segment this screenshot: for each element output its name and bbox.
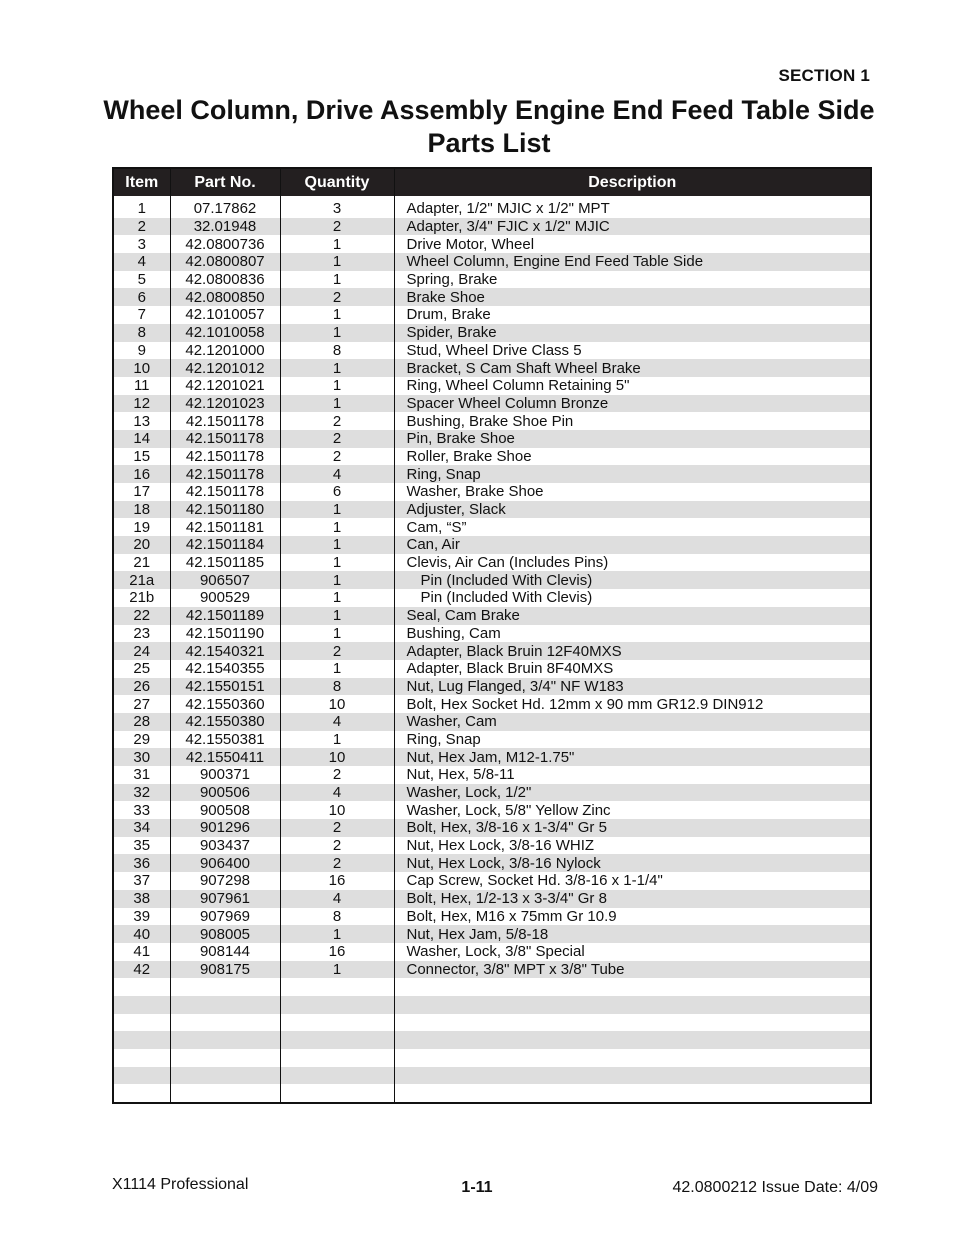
cell-description: Cam, “S” [394,518,871,536]
cell-item: 5 [137,271,146,289]
cell-part-no: 42.1550380 [170,713,280,731]
table-row [113,943,871,961]
cell-item: 20 [113,536,170,554]
cell-item: 32 [113,784,170,802]
cell-description: Bolt, Hex, 3/8-16 x 1-3/4" Gr 5 [394,819,871,837]
table-row [113,324,871,342]
cell-part-no: 42.1550360 [170,695,280,713]
cell-description: Can, Air [394,536,871,554]
cell-item: 38 [113,890,170,908]
table-row [113,660,871,678]
cell-quantity: 8 [280,342,394,360]
table-row [113,996,871,1014]
cell-quantity [280,996,394,1014]
cell-item: 14 [113,430,170,448]
cell-quantity: 1 [280,253,394,271]
table-row [113,1084,871,1103]
cell-description: Washer, Lock, 3/8" Special [394,943,871,961]
cell-quantity: 3 [280,200,394,218]
cell-part-no: 42.1550151 [170,678,280,696]
cell-part-no: 900506 [170,784,280,802]
cell-quantity: 10 [280,801,394,819]
cell-description: Nut, Hex Lock, 3/8-16 Nylock [394,854,871,872]
cell-part-no: 42.1201023 [170,395,280,413]
cell-item [113,996,170,1014]
cell-part-no [170,1014,280,1032]
cell-description: Drum, Brake [394,306,871,324]
cell-item: 2 [113,218,170,236]
cell-quantity: 2 [280,766,394,784]
table-row [113,571,871,589]
cell-part-no: 42.1010058 [170,324,280,342]
cell-quantity: 1 [280,235,394,253]
cell-description: Ring, Snap [394,465,871,483]
table-row [113,235,871,253]
table-row [113,395,871,413]
cell-part-no: 900371 [170,766,280,784]
table-row [113,625,871,643]
table-row [113,306,871,324]
cell-quantity [280,1014,394,1032]
cell-description: Bracket, S Cam Shaft Wheel Brake [394,359,871,377]
header-quantity: Quantity [280,168,394,196]
cell-item: 41 [133,943,151,961]
cell-item: 7 [137,306,146,324]
cell-quantity: 1 [280,501,394,519]
cell-description: Drive Motor, Wheel [394,235,871,253]
cell-description: Nut, Hex Jam, 5/8-18 [394,925,871,943]
cell-quantity: 1 [280,554,394,572]
cell-quantity: 2 [280,819,394,837]
table-row [113,766,871,784]
cell-part-no: 07.17862 [170,200,280,218]
table-row [113,342,871,360]
cell-quantity: 1 [280,589,394,607]
cell-part-no: 906507 [170,571,280,589]
cell-description: Bushing, Cam [394,625,871,643]
cell-part-no: 42.1501181 [170,518,280,536]
table-row [113,872,871,890]
cell-item: 40 [113,925,170,943]
cell-quantity: 1 [280,731,394,749]
cell-item: 15 [133,447,151,465]
cell-item: 31 [133,766,151,784]
cell-part-no: 906400 [170,854,280,872]
cell-item: 16 [113,465,170,483]
section-label: SECTION 1 [778,66,870,85]
cell-quantity: 1 [280,306,394,324]
cell-description: Roller, Brake Shoe [394,448,871,466]
cell-part-no: 42.0800736 [170,235,280,253]
cell-description: Washer, Brake Shoe [394,483,871,501]
page-title: Wheel Column, Drive Assembly Engine End Feed Table Side Parts List [103,95,875,158]
cell-part-no: 32.01948 [170,218,280,236]
cell-description: Nut, Hex Lock, 3/8-16 WHIZ [394,837,871,855]
cell-item: 21a [113,571,170,589]
cell-part-no: 42.1550381 [170,731,280,749]
cell-part-no: 42.1201012 [170,359,280,377]
table-row [113,377,871,395]
cell-quantity: 10 [280,748,394,766]
table-row [113,961,871,979]
cell-quantity: 1 [280,961,394,979]
cell-part-no: 42.1501189 [170,607,280,625]
cell-quantity: 4 [280,465,394,483]
cell-description: Spring, Brake [394,271,871,289]
cell-part-no: 42.1501190 [170,625,280,643]
table-row [113,908,871,926]
cell-item: 9 [137,341,146,359]
cell-part-no: 42.1201021 [170,377,280,395]
cell-item: 11 [133,377,150,395]
table-body [113,196,871,1103]
cell-part-no: 42.0800850 [170,288,280,306]
cell-item [113,1014,170,1032]
cell-quantity: 1 [280,607,394,625]
table-row [113,642,871,660]
cell-description: Bolt, Hex, M16 x 75mm Gr 10.9 [394,908,871,926]
table-row [113,890,871,908]
cell-part-no: 42.1550411 [170,748,280,766]
cell-quantity: 2 [280,412,394,430]
cell-item: 3 [137,235,146,253]
cell-part-no: 908144 [170,943,280,961]
cell-item: 18 [113,501,170,519]
cell-part-no: 42.0800836 [170,271,280,289]
cell-quantity: 2 [280,430,394,448]
cell-quantity [280,1031,394,1049]
cell-quantity: 8 [280,678,394,696]
cell-item: 23 [133,624,151,642]
cell-quantity: 4 [280,713,394,731]
cell-quantity: 4 [280,890,394,908]
cell-part-no: 42.0800807 [170,253,280,271]
cell-part-no: 907969 [170,908,280,926]
cell-description: Seal, Cam Brake [394,607,871,625]
cell-quantity: 4 [280,784,394,802]
cell-part-no: 42.1501178 [170,465,280,483]
cell-item: 6 [113,288,170,306]
header-item: Item [113,168,170,196]
cell-item: 17 [133,483,151,501]
cell-description: Bushing, Brake Shoe Pin [394,412,871,430]
cell-part-no: 42.1010057 [170,306,280,324]
cell-quantity: 2 [280,642,394,660]
cell-quantity: 1 [280,395,394,413]
cell-item: 37 [133,872,151,890]
cell-description: Washer, Cam [394,713,871,731]
cell-item: 8 [113,324,170,342]
cell-quantity: 2 [280,448,394,466]
cell-part-no: 42.1501178 [170,483,280,501]
cell-item: 26 [113,678,170,696]
footer-page-number: 1-11 [461,1179,493,1196]
cell-part-no: 908005 [170,925,280,943]
table-row [113,359,871,377]
table-row [113,678,871,696]
table-row [113,1031,871,1049]
table-row [113,218,871,236]
cell-part-no: 42.1501178 [170,430,280,448]
cell-description [394,1031,871,1049]
cell-quantity [280,978,394,996]
table-row [113,1014,871,1032]
cell-description [394,978,871,996]
cell-description: Spacer Wheel Column Bronze [394,395,871,413]
cell-description: Bolt, Hex, 1/2-13 x 3-3/4" Gr 8 [394,890,871,908]
cell-description [394,1084,871,1103]
cell-item: 12 [113,395,170,413]
cell-quantity: 16 [280,943,394,961]
cell-part-no: 900529 [170,589,280,607]
table-row [113,412,871,430]
cell-item: 21 [133,554,151,572]
cell-description [394,1049,871,1067]
cell-quantity: 2 [280,854,394,872]
cell-item: 22 [113,607,170,625]
cell-description: Nut, Hex Jam, M12-1.75" [394,748,871,766]
cell-item [113,1031,170,1049]
cell-part-no [170,1031,280,1049]
cell-quantity: 1 [280,377,394,395]
cell-part-no [170,1067,280,1085]
cell-item [113,978,170,996]
table-row [113,518,871,536]
header-part-no: Part No. [170,168,280,196]
cell-part-no: 900508 [170,801,280,819]
cell-part-no: 42.1501178 [170,448,280,466]
footer-model: X1114 Professional [112,1176,249,1193]
cell-quantity: 1 [280,660,394,678]
table-row [113,695,871,713]
cell-item: 25 [133,660,151,678]
cell-part-no: 42.1540321 [170,642,280,660]
cell-part-no: 908175 [170,961,280,979]
cell-description: Adjuster, Slack [394,501,871,519]
cell-part-no: 901296 [170,819,280,837]
cell-quantity: 2 [280,837,394,855]
cell-quantity: 1 [280,359,394,377]
cell-item: 1 [137,200,146,218]
cell-quantity: 1 [280,271,394,289]
table-row [113,501,871,519]
table-row [113,554,871,572]
cell-description: Nut, Hex, 5/8-11 [394,766,871,784]
cell-part-no: 42.1540355 [170,660,280,678]
cell-part-no: 42.1501178 [170,412,280,430]
table-row [113,448,871,466]
table-row [113,925,871,943]
footer-doc-number: 42.0800212 Issue Date: 4/09 [672,1179,878,1196]
table-row [113,854,871,872]
cell-item: 13 [133,412,151,430]
table-row [113,801,871,819]
cell-item: 29 [133,730,151,748]
cell-quantity: 1 [280,925,394,943]
cell-part-no [170,1049,280,1067]
table-row [113,536,871,554]
cell-description: Wheel Column, Engine End Feed Table Side [394,253,871,271]
cell-quantity: 2 [280,218,394,236]
cell-item: 24 [113,642,170,660]
table-row [113,465,871,483]
cell-item [113,1049,170,1067]
table-row [113,589,871,607]
cell-part-no: 42.1201000 [170,342,280,360]
cell-description: Brake Shoe [394,288,871,306]
cell-part-no [170,996,280,1014]
table-row [113,784,871,802]
cell-item: 33 [133,801,151,819]
cell-description: Adapter, 1/2" MJIC x 1/2" MPT [394,200,871,218]
cell-part-no [170,1084,280,1103]
cell-quantity: 1 [280,571,394,589]
table-row [113,483,871,501]
table-row [113,819,871,837]
cell-part-no: 42.1501184 [170,536,280,554]
cell-part-no: 903437 [170,837,280,855]
cell-item: 27 [133,695,151,713]
cell-item: 35 [133,837,151,855]
table-header-row [113,168,871,196]
parts-table [112,167,872,1104]
cell-item: 42 [113,961,170,979]
cell-quantity [280,1084,394,1103]
table-row [113,253,871,271]
table-row [113,200,871,218]
table-row [113,1049,871,1067]
table-row [113,837,871,855]
cell-description: Adapter, Black Bruin 12F40MXS [394,642,871,660]
cell-quantity: 2 [280,288,394,306]
table-row [113,271,871,289]
cell-quantity: 16 [280,872,394,890]
cell-part-no [170,978,280,996]
cell-quantity: 1 [280,518,394,536]
table-row [113,288,871,306]
cell-quantity: 1 [280,625,394,643]
cell-quantity: 1 [280,324,394,342]
cell-description: Adapter, 3/4" FJIC x 1/2" MJIC [394,218,871,236]
cell-description: Pin (Included With Clevis) [394,589,871,607]
cell-item [113,1084,170,1103]
cell-item: 10 [113,359,170,377]
table-row [113,607,871,625]
cell-item: 36 [113,854,170,872]
cell-item: 19 [133,518,151,536]
cell-description: Nut, Lug Flanged, 3/4" NF W183 [394,678,871,696]
cell-description: Adapter, Black Bruin 8F40MXS [394,660,871,678]
cell-quantity: 1 [280,536,394,554]
cell-item: 21b [129,589,155,607]
cell-description: Pin, Brake Shoe [394,430,871,448]
cell-description: Pin (Included With Clevis) [394,571,871,589]
cell-item: 39 [133,907,151,925]
cell-part-no: 42.1501180 [170,501,280,519]
header-description: Description [394,168,871,196]
cell-description: Cap Screw, Socket Hd. 3/8-16 x 1-1/4" [394,872,871,890]
table-row [113,731,871,749]
cell-item: 28 [113,713,170,731]
table-row [113,430,871,448]
cell-quantity [280,1067,394,1085]
cell-description [394,996,871,1014]
cell-description: Washer, Lock, 5/8" Yellow Zinc [394,801,871,819]
cell-description [394,1067,871,1085]
cell-part-no: 42.1501185 [170,554,280,572]
cell-quantity [280,1049,394,1067]
cell-description: Spider, Brake [394,324,871,342]
cell-description: Clevis, Air Can (Includes Pins) [394,554,871,572]
cell-part-no: 907961 [170,890,280,908]
cell-description: Washer, Lock, 1/2" [394,784,871,802]
cell-item: 34 [113,819,170,837]
table-row [113,978,871,996]
cell-description: Connector, 3/8" MPT x 3/8" Tube [394,961,871,979]
cell-item: 30 [113,748,170,766]
cell-description: Stud, Wheel Drive Class 5 [394,342,871,360]
cell-part-no: 907298 [170,872,280,890]
cell-description: Ring, Snap [394,731,871,749]
cell-item: 4 [113,253,170,271]
table-row [113,1067,871,1085]
cell-description [394,1014,871,1032]
table-row [113,748,871,766]
cell-item [113,1067,170,1085]
cell-quantity: 6 [280,483,394,501]
table-row [113,713,871,731]
cell-quantity: 10 [280,695,394,713]
cell-description: Bolt, Hex Socket Hd. 12mm x 90 mm GR12.9 DIN912 [394,695,871,713]
cell-description: Ring, Wheel Column Retaining 5" [394,377,871,395]
cell-quantity: 8 [280,908,394,926]
